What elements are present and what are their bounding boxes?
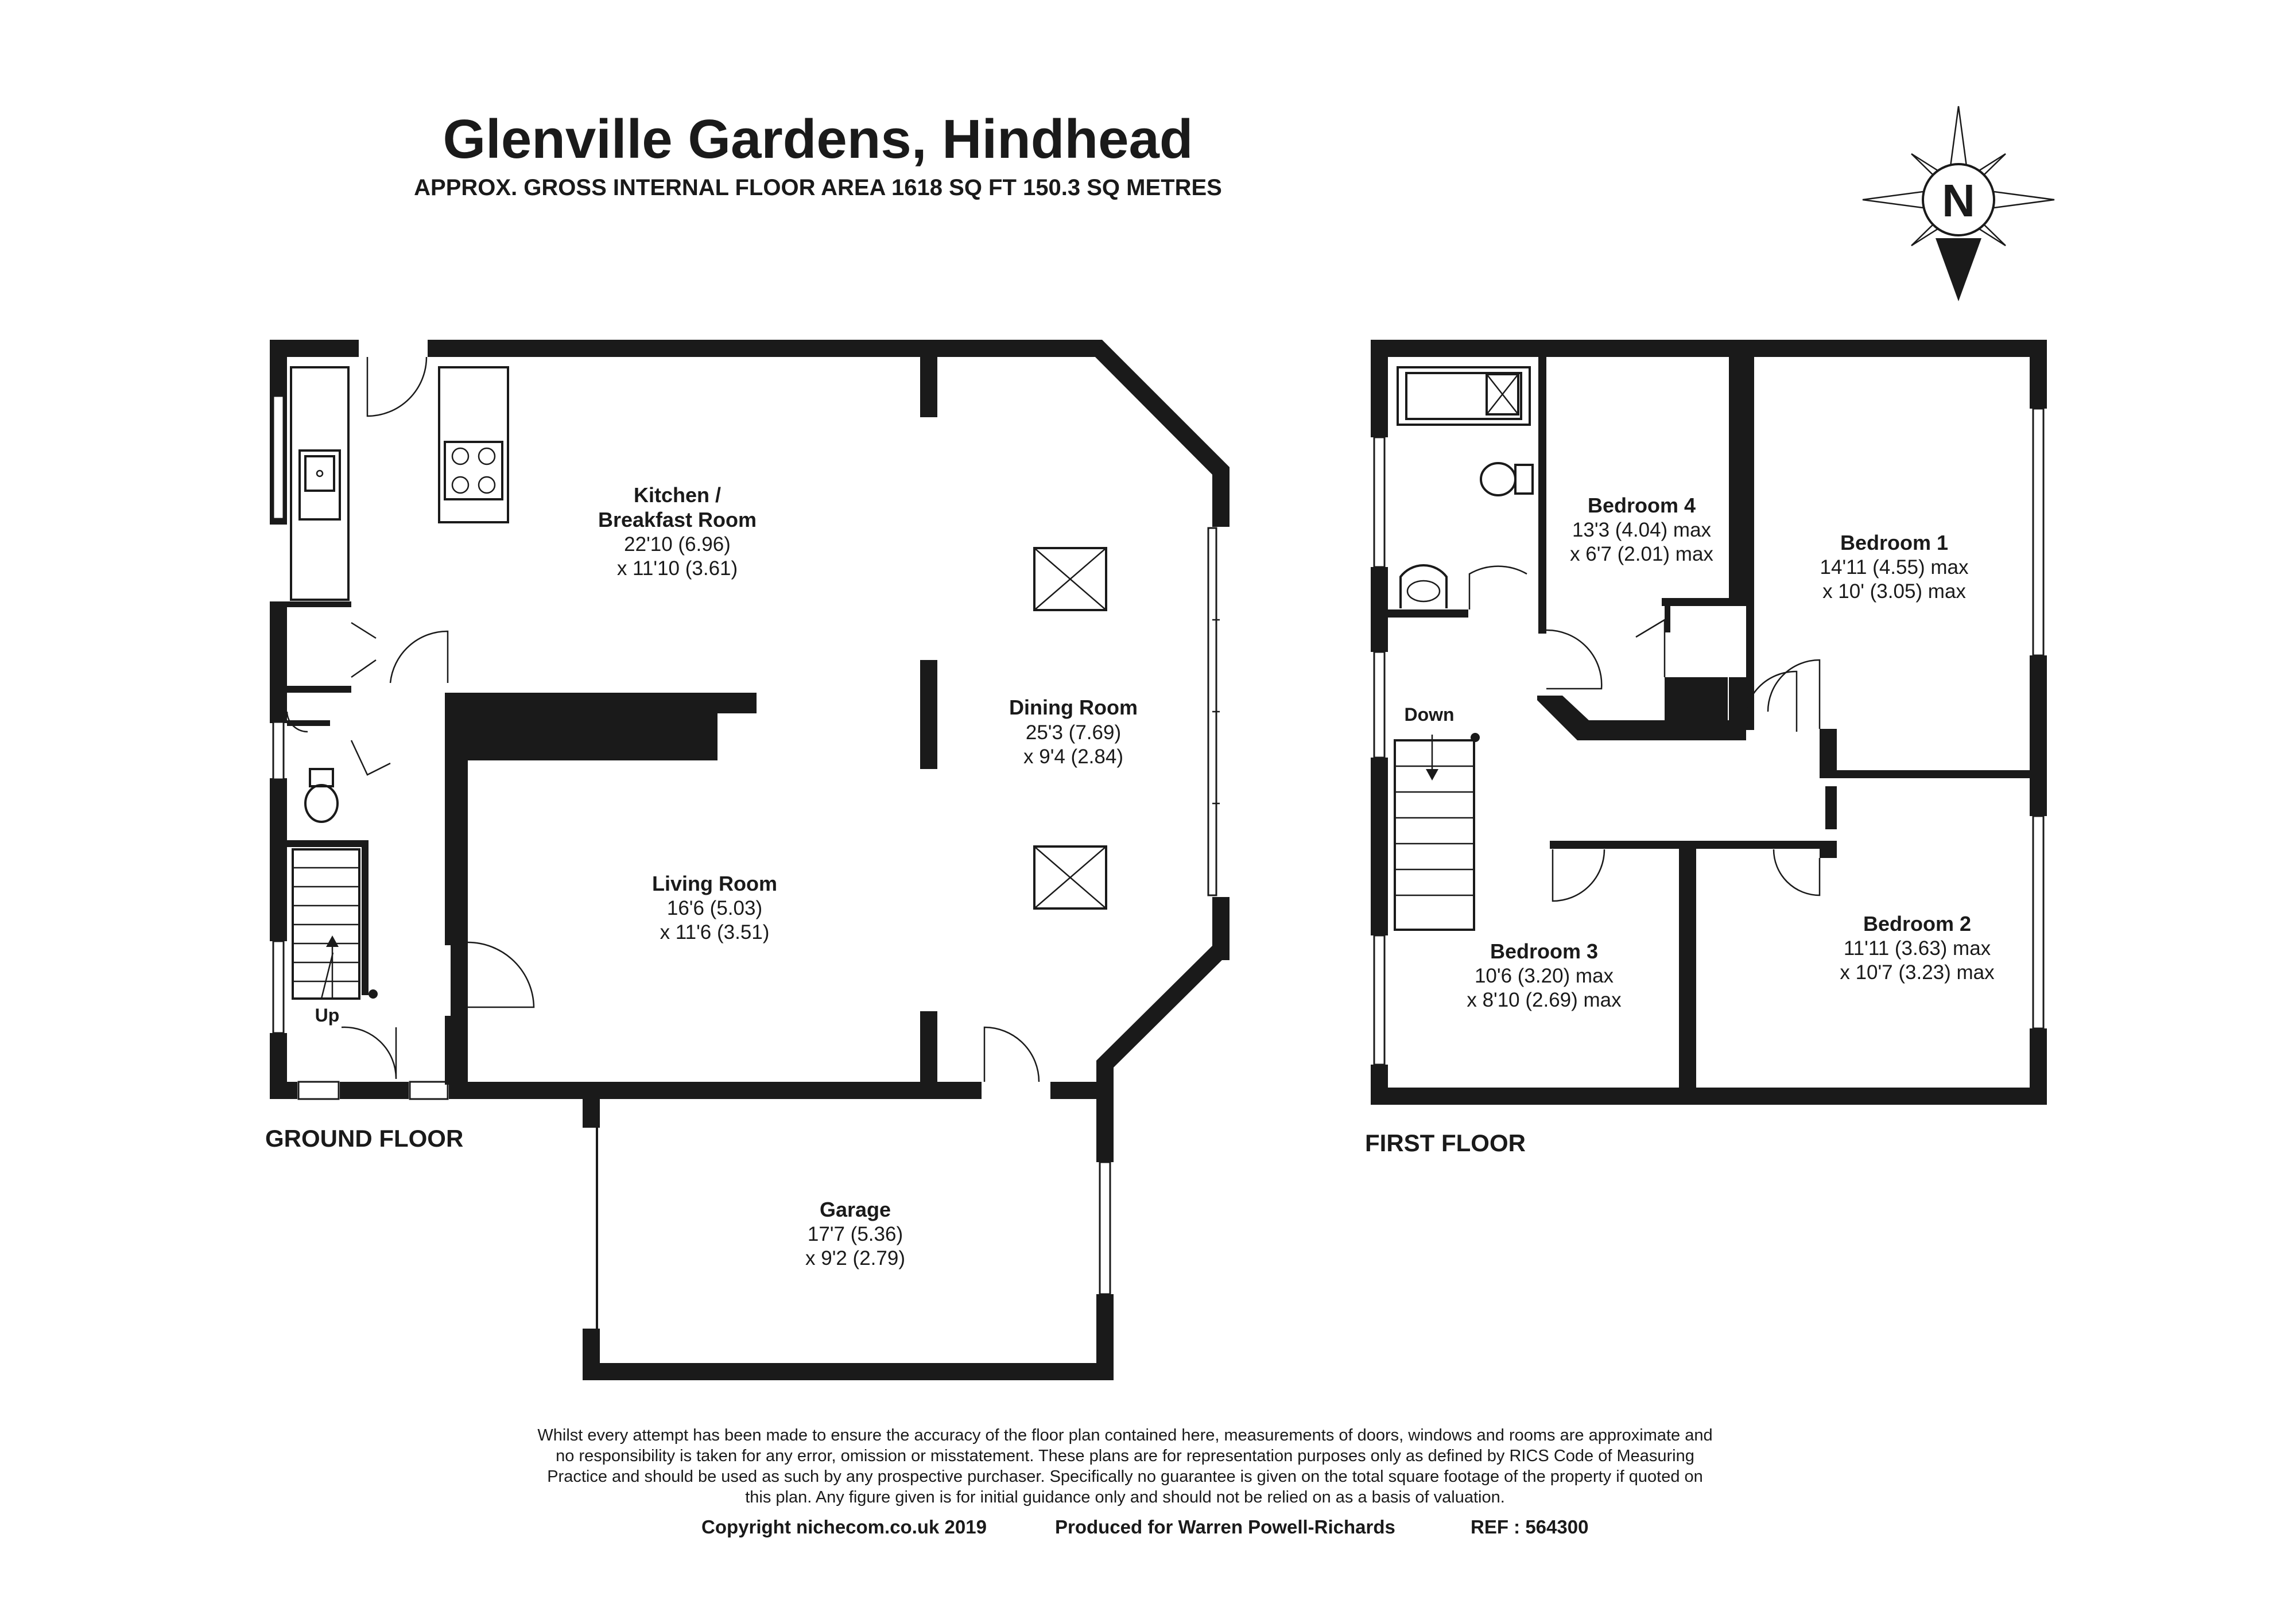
copyright-text: Copyright nichecom.co.uk 2019 (701, 1516, 987, 1537)
ground-floor-plan (265, 340, 1230, 1380)
stairs-down-label: Down (1404, 704, 1455, 725)
room-dim-bedroom1-2: x 10' (3.05) max (1822, 580, 1966, 603)
room-name-living: Living Room (652, 872, 777, 895)
room-name-bedroom4: Bedroom 4 (1587, 494, 1696, 517)
disclaimer-line: Whilst every attempt has been made to ensure the accuracy of the floor plan contained here, measurements of doors, windows and rooms are approximate and (537, 1426, 1713, 1445)
room-name-bedroom2: Bedroom 2 (1863, 912, 1972, 935)
room-dim-living-2: x 11'6 (3.51) (660, 921, 770, 943)
reference-text: REF : 564300 (1471, 1516, 1589, 1537)
room-dim-bedroom3-2: x 8'10 (2.69) max (1467, 989, 1622, 1011)
room-dim-bedroom2-1: 11'11 (3.63) max (1843, 937, 1991, 960)
page-title: Glenville Gardens, Hindhead (443, 108, 1193, 170)
room-dim-kitchen-2: x 11'10 (3.61) (616, 557, 738, 580)
room-dim-bedroom1-1: 14'11 (4.55) max (1820, 556, 1969, 578)
room-dim-garage-2: x 9'2 (2.79) (805, 1247, 905, 1269)
room-name-bedroom3: Bedroom 3 (1490, 939, 1599, 963)
first-floor-plan (1365, 340, 2047, 1156)
disclaimer (537, 1426, 1712, 1506)
skylight-icon (1034, 548, 1106, 610)
room-name-kitchen-2: Breakfast Room (598, 508, 757, 531)
room-dim-bedroom4-2: x 6'7 (2.01) max (1570, 543, 1713, 565)
room-name-kitchen: Kitchen / (633, 483, 722, 507)
room-dim-kitchen-1: 22'10 (6.96) (624, 533, 731, 556)
floor-label-ground: GROUND FLOOR (265, 1125, 464, 1152)
room-dim-dining-2: x 9'4 (2.84) (1023, 746, 1123, 768)
compass-north-label: N (1942, 175, 1975, 226)
page-subtitle: APPROX. GROSS INTERNAL FLOOR AREA 1618 SQ FT 150.3 SQ METRES (414, 175, 1222, 200)
disclaimer-line: Practice and should be used as such by any prospective purchaser. Specifically no guarantee is given on the total square footage of the property if quoted on (547, 1467, 1703, 1486)
stairs-up-label: Up (315, 1005, 340, 1026)
skylight-icon (1034, 847, 1106, 908)
disclaimer-line: this plan. Any figure given is for initial guidance only and should not be relied on as a basis of valuation. (745, 1488, 1505, 1506)
produced-for-text: Produced for Warren Powell-Richards (1055, 1516, 1395, 1537)
compass-icon (1863, 106, 2054, 301)
room-dim-living-1: 16'6 (5.03) (666, 897, 763, 919)
room-dim-garage-1: 17'7 (5.36) (807, 1223, 903, 1245)
room-name-garage: Garage (819, 1198, 891, 1221)
room-dim-bedroom2-2: x 10'7 (3.23) max (1840, 961, 1995, 984)
room-dim-bedroom4-1: 13'3 (4.04) max (1572, 519, 1712, 541)
room-name-bedroom1: Bedroom 1 (1840, 531, 1949, 554)
room-name-dining: Dining Room (1009, 696, 1138, 719)
room-dim-bedroom3-1: 10'6 (3.20) max (1474, 965, 1614, 987)
disclaimer-line: no responsibility is taken for any error, omission or misstatement. These plans are for representation purposes only as defined by RICS Code of Measuring (556, 1447, 1694, 1465)
room-dim-dining-1: 25'3 (7.69) (1025, 721, 1122, 744)
floor-label-first: FIRST FLOOR (1365, 1129, 1526, 1156)
